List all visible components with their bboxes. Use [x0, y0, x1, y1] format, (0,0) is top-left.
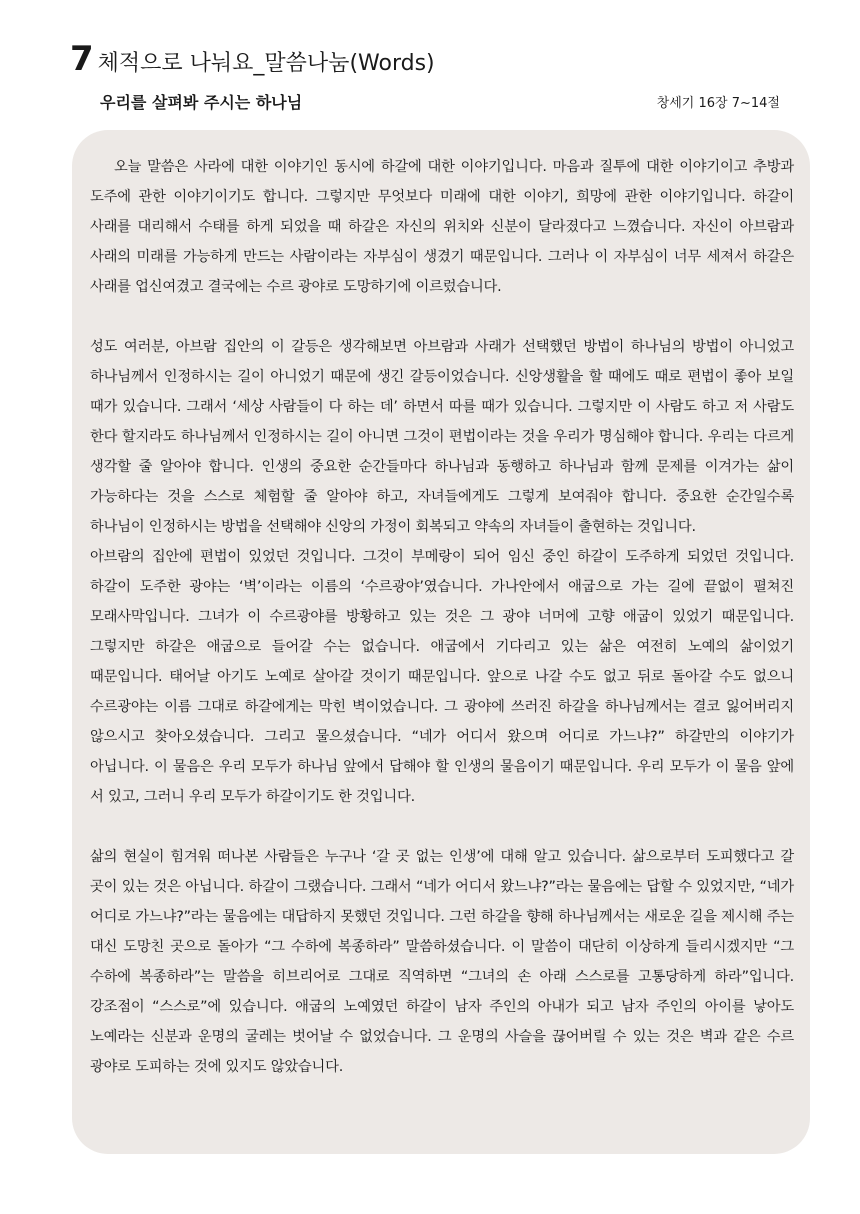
paragraph-4: 삶의 현실이 힘겨워 떠나본 사람들은 누구나 ‘갈 곳 없는 인생’에 대해 알고 있습니다. 삶으로부터 도피했다고 갈 곳이 있는 것은 아닙니다. 하갈이 그랬습니다. 그래서 “네가 어디서 왔느냐?”라는 물음에는 답할 수 있었지만, “네가 어디로 가느냐?”라는 물음에는 대답하지 못했던 것입니다. 그런 하갈을 향해 하나님께서는 새로운 길을 제시해 주는 대신 도망친 곳으로 돌아가 “그 수하에 복종하라” 말씀하셨습니다. 이 말씀이 대단히 이상하게 들리시겠지만 “그 수하에 복종하라”는 말씀을 히브리어로 그대로 직역하면 “그녀의 손 아래 스스로를 고통당하게 하라”입니다. 강조점이 “스스로”에 있습니다. 애굽의 노예였던 하갈이 남자 주인의 아내가 되고 남자 주인의 아이를 낳아도 노예라는 신분과 운명의 굴레는 벗어날 수 없었습니다. 그 운명의 사슬을 끊어버릴 수 있는 것은 벽과 같은 수르 광야로 도피하는 것에 있지도 않았습니다.: [90, 849, 794, 1075]
paragraph-gap: [90, 812, 794, 842]
sermon-subtitle: 우리를 살펴봐 주시는 하나님: [100, 93, 303, 112]
scripture-reference: 창세기 16장 7~14절: [656, 96, 780, 111]
page-title: 체적으로 나눠요_말씀나눔(Words): [97, 51, 435, 76]
title-row: [70, 39, 435, 79]
paragraph-2: 성도 여러분, 아브람 집안의 이 갈등은 생각해보면 아브람과 사래가 선택했던 방법이 하나님의 방법이 아니었고 하나님께서 인정하시는 길이 아니었기 때문에 생긴 갈등이었습니다. 신앙생활을 할 때에도 때로 편법이 좋아 보일 때가 있습니다. 그래서 ‘세상 사람들이 다 하는 데’ 하면서 따를 때가 있습니다. 그렇지만 이 사람도 하고 저 사람도 한다 할지라도 하나님께서 인정하시는 길이 아니면 그것이 편법이라는 것을 우리가 명심해야 합니다. 우리는 다르게 생각할 줄 알아야 합니다. 인생의 중요한 순간들마다 하나님과 동행하고 하나님과 함께 문제를 이겨가는 삶이 가능하다는 것을 스스로 체험할 줄 알아야 하고, 자녀들에게도 그렇게 보여줘야 합니다. 중요한 순간일수록 하나님이 인정하시는 방법을 선택해야 신앙의 가정이 회복되고 약속의 자녀들이 출현하는 것입니다.: [90, 339, 794, 535]
page-header: [0, 0, 860, 130]
sermon-text-box: [72, 130, 810, 1154]
paragraph-gap: [90, 302, 794, 332]
paragraph-1: 오늘 말씀은 사라에 대한 이야기인 동시에 하갈에 대한 이야기입니다. 마음과 질투에 대한 이야기이고 추방과 도주에 관한 이야기이기도 합니다. 그렇지만 무엇보다 미래에 대한 이야기, 희망에 관한 이야기입니다. 하갈이 사래를 대리해서 수태를 하게 되었을 때 하갈은 자신의 위치와 신분이 달라졌다고 느꼈습니다. 자신이 아브람과 사래의 미래를 가능하게 만드는 사람이라는 자부심이 생겼기 때문입니다. 그러나 이 자부심이 너무 세져서 하갈은 사래를 업신여겼고 결국에는 수르 광야로 도망하기에 이르렀습니다.: [90, 159, 794, 295]
title-number: 7: [70, 39, 94, 79]
paragraph-3: 아브람의 집안에 편법이 있었던 것입니다. 그것이 부메랑이 되어 임신 중인 하갈이 도주하게 되었던 것입니다. 하갈이 도주한 광야는 ‘벽’이라는 이름의 ‘수르광야’였습니다. 가나안에서 애굽으로 가는 길에 끝없이 펼쳐진 모래사막입니다. 그녀가 이 수르광야를 방황하고 있는 것은 그 광야 너머에 고향 애굽이 있었기 때문입니다. 그렇지만 하갈은 애굽으로 들어갈 수는 없습니다. 애굽에서 기다리고 있는 삶은 여전히 노예의 삶이었기 때문입니다. 태어날 아기도 노예로 살아갈 것이기 때문입니다. 앞으로 나갈 수도 없고 뒤로 돌아갈 수도 없으니 수르광야는 이름 그대로 하갈에게는 막힌 벽이었습니다. 그 광야에 쓰러진 하갈을 하나님께서는 결코 잃어버리지 않으시고 찾아오셨습니다. 그리고 물으셨습니다. “네가 어디서 왔으며 어디로 가느냐?” 하갈만의 이야기가 아닙니다. 이 물음은 우리 모두가 하나님 앞에서 답해야 할 인생의 물음이기 때문입니다. 우리 모두가 이 물음 앞에 서 있고, 그러니 우리 모두가 하갈이기도 한 것입니다.: [90, 549, 794, 805]
